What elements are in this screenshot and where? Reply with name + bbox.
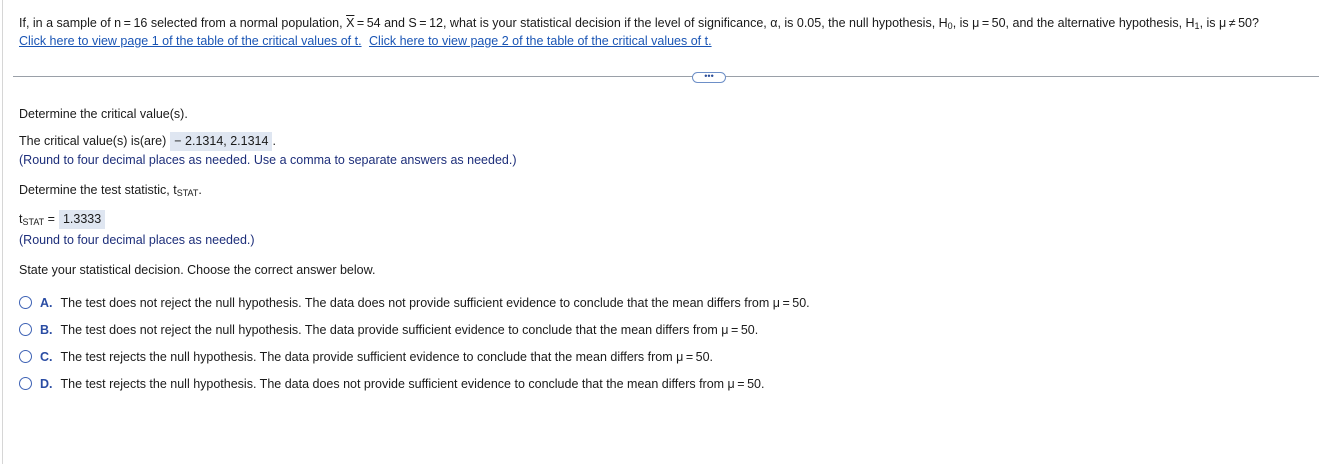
option-a-letter: A.: [40, 296, 53, 310]
tstat-symbol: t: [19, 212, 23, 226]
part2-prompt: [19, 183, 202, 198]
critical-value-label: The critical value(s) is(are): [19, 134, 167, 148]
part2-prompt-end: .: [198, 183, 202, 197]
sample-mean-symbol: $\overline{X}$: [346, 16, 355, 30]
tstat-subscript: STAT: [22, 217, 45, 227]
option-b[interactable]: [19, 323, 758, 337]
option-a[interactable]: [19, 296, 810, 310]
part1-prompt: Determine the critical value(s).: [19, 107, 188, 121]
expand-question-button[interactable]: •••: [692, 72, 726, 83]
critical-value-answer[interactable]: − 2.1314, 2.1314: [170, 132, 272, 151]
table-page-2-link[interactable]: Click here to view page 2 of the table of the critical values of t.: [369, 34, 712, 48]
critical-value-hint: (Round to four decimal places as needed. Use a comma to separate answers as needed.): [19, 153, 517, 167]
part2-prompt-subscript: STAT: [176, 188, 199, 198]
option-c-radio[interactable]: [19, 350, 32, 363]
tstat-equals: =: [47, 212, 55, 226]
option-c-text: The test rejects the null hypothesis. The data provide sufficient evidence to conclude that the mean differs from μ = 50.: [60, 350, 714, 364]
question-part-4: , is μ ≠ 50?: [1199, 16, 1259, 30]
table-page-1-link[interactable]: Click here to view page 1 of the table of the critical values of t.: [19, 34, 362, 48]
critical-value-row: [19, 132, 276, 151]
test-statistic-row: [19, 210, 105, 229]
test-statistic-answer[interactable]: 1.3333: [59, 210, 105, 229]
question-part-1: If, in a sample of n = 16 selected from a normal population,: [19, 16, 347, 30]
option-a-radio[interactable]: [19, 296, 32, 309]
option-b-letter: B.: [40, 323, 53, 337]
option-c[interactable]: [19, 350, 713, 364]
option-a-text: The test does not reject the null hypothesis. The data does not provide sufficient evidence to conclude that the mean differs from μ = 50.: [60, 296, 810, 310]
question-part-2: = 54 and S = 12, what is your statistical decision if the level of significance, α, is 0.05, the null hypothesis, H: [354, 16, 948, 30]
section-divider: [13, 76, 1319, 77]
option-b-text: The test does not reject the null hypothesis. The data provide sufficient evidence to conclude that the mean differs from μ = 50.: [60, 323, 759, 337]
part2-prompt-text: Determine the test statistic, t: [19, 183, 177, 197]
option-c-letter: C.: [40, 350, 53, 364]
question-part-3: , is μ = 50, and the alternative hypothesis, H: [952, 16, 1195, 30]
question-text: [19, 14, 1314, 35]
option-d-text: The test rejects the null hypothesis. The data does not provide sufficient evidence to conclude that the mean differs from μ = 50.: [60, 377, 765, 391]
option-d[interactable]: [19, 377, 764, 391]
table-links: [19, 33, 716, 49]
option-d-letter: D.: [40, 377, 53, 391]
test-statistic-hint: (Round to four decimal places as needed.): [19, 233, 255, 247]
h0-subscript: 0: [947, 21, 953, 31]
left-border: [2, 0, 3, 464]
critical-value-period: .: [272, 134, 276, 148]
part3-prompt: State your statistical decision. Choose the correct answer below.: [19, 263, 376, 277]
option-b-radio[interactable]: [19, 323, 32, 336]
h1-subscript: 1: [1194, 21, 1200, 31]
option-d-radio[interactable]: [19, 377, 32, 390]
